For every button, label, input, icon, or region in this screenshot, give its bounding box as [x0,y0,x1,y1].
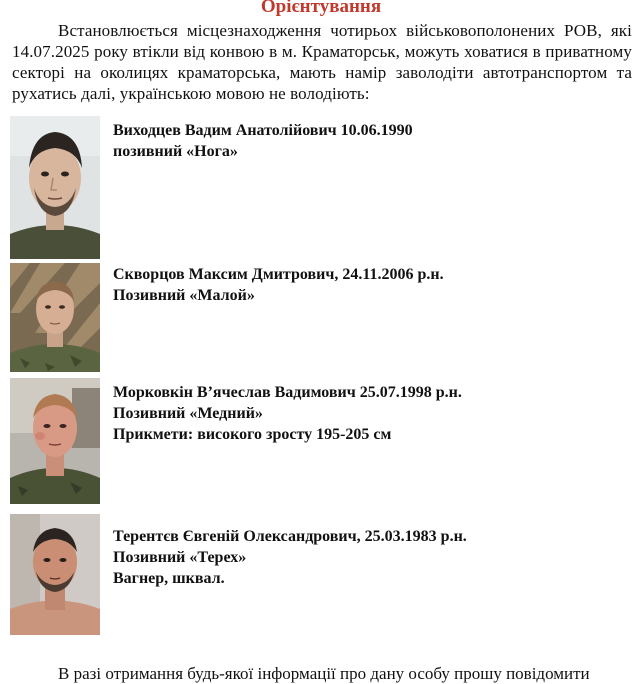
footer-paragraph: В разі отримання будь-якої інформації про дану особу прошу повідомити [58,664,590,683]
person-4-callsign: Позивний «Терех» [113,549,247,566]
person-1-info [113,120,633,162]
person-1-name: Виходцев Вадим Анатолійович 10.06.1990 [113,122,413,139]
person-2-info [113,264,633,306]
person-1-photo [10,116,100,259]
person-3-info [113,382,633,445]
person-3-callsign: Позивний «Медний» [113,405,263,422]
person-4-info [113,526,633,589]
person-4-affiliation: Вагнер, шквал. [113,570,225,587]
person-4-name: Терентєв Євгеній Олександрович, 25.03.1983 р.н. [113,528,467,545]
person-3-features: Прикмети: високого зросту 195-205 см [113,426,392,443]
person-2-name: Скворцов Максим Дмитрович, 24.11.2006 р.н. [113,266,444,283]
person-2-callsign: Позивний «Малой» [113,287,255,304]
person-3-photo [10,378,100,504]
person-4-photo [10,514,100,635]
document-title: Орієнтування [260,0,382,17]
person-3-name: Морковкін В’ячеслав Вадимович 25.07.1998 р.н. [113,384,462,401]
intro-paragraph: Встановлюється місцезнаходження чотирьох військовополонених РОВ, які 14.07.2025 року втікли від конвою в м. Краматорськ, можуть ховатися в приватному секторі на околицях краматорська, мають намір заволодіти автотранспортом та рухатись далі, українською мовою не володіють: [12,21,632,103]
person-1-callsign: позивний «Нога» [113,143,238,160]
person-2-photo [10,263,100,372]
